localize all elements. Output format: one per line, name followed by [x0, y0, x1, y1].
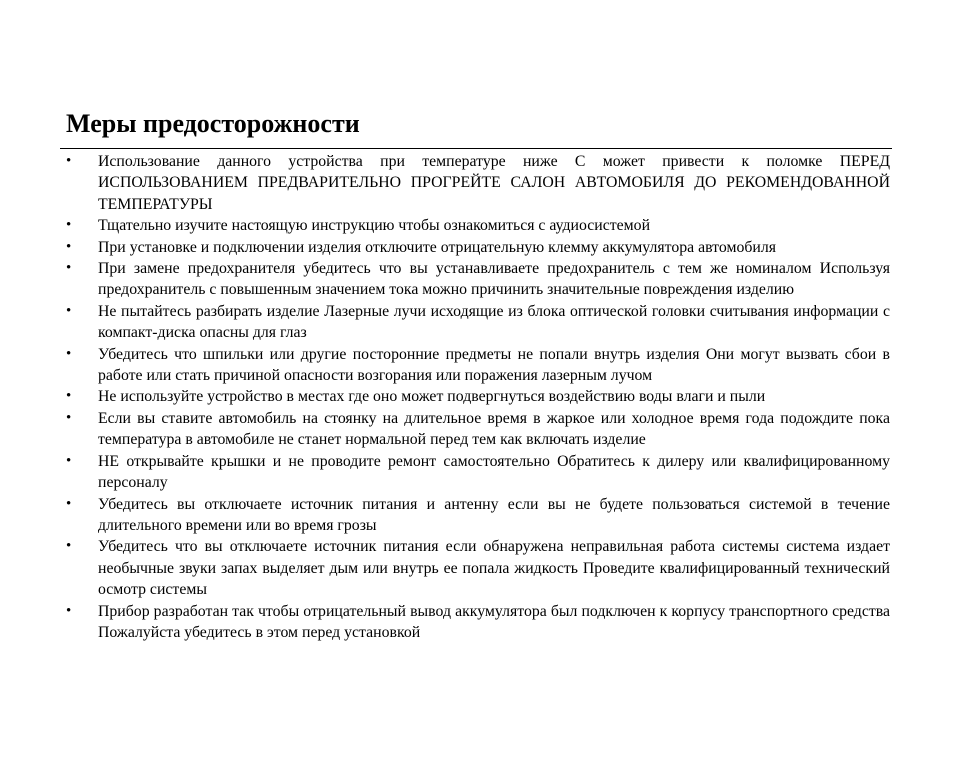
page-title: Меры предосторожности	[66, 109, 360, 138]
list-item	[60, 536, 890, 600]
list-item-text: Использование данного устройства при температуре ниже С может привести к поломке ПЕРЕД ИСПОЛЬЗОВАНИЕМ ПРЕДВАРИТЕЛЬНО ПРОГРЕЙТЕ САЛОН АВТОМОБИЛЯ ДО РЕКОМЕНДОВАННОЙ ТЕМПЕРАТУРЫ	[98, 153, 890, 213]
list-item	[60, 151, 890, 215]
bullet-icon: •	[66, 495, 72, 512]
list-item	[60, 215, 890, 236]
bullet-icon: •	[66, 238, 72, 255]
bullet-icon: •	[66, 602, 72, 619]
bullet-icon: •	[66, 388, 72, 405]
bullet-icon: •	[66, 153, 72, 169]
bullet-icon: •	[66, 409, 72, 426]
list-item-text: НЕ открывайте крышки и не проводите ремонт самостоятельно Обратитесь к дилеру или квалифицированному персоналу	[98, 452, 890, 492]
list-item	[60, 494, 890, 537]
list-item	[60, 451, 890, 494]
list-item-text: Не используйте устройство в местах где оно может подвергнуться воздействию воды влаги и пыли	[98, 388, 766, 406]
list-item-text: Не пытайтесь разбирать изделие Лазерные лучи исходящие из блока оптической головки считывания информации с компакт-диска опасны для глаз	[98, 302, 890, 342]
list-item-text: Тщательно изучите настоящую инструкцию чтобы ознакомиться с аудиосистемой	[98, 217, 651, 235]
list-item	[60, 258, 890, 301]
list-item	[60, 237, 890, 258]
bullet-icon: •	[66, 217, 72, 234]
list-item-text: Убедитесь что вы отключаете источник питания если обнаружена неправильная работа системы система издает необычные звуки запах выделяет дым или внутрь ее попала жидкость Проведите квалифицированный технический осмотр системы	[98, 538, 890, 599]
bullet-icon: •	[66, 538, 72, 555]
list-item	[60, 408, 890, 451]
list-item-text: Прибор разработан так чтобы отрицательный вывод аккумулятора был подключен к корпусу транспортного средства Пожалуйста убедитесь в этом перед установкой	[98, 602, 890, 641]
list-item	[60, 386, 890, 407]
bullet-icon: •	[66, 302, 72, 319]
list-item-text: Если вы ставите автомобиль на стоянку на длительное время в жаркое или холодное время года подождите пока температура в автомобиле не станет нормальной перед тем как включать изделие	[98, 409, 890, 449]
list-item-text: Убедитесь что шпильки или другие посторонние предметы не попали внутрь изделия Они могут вызвать сбои в работе или стать причиной опасности возгорания или поражения лазерным лучом	[98, 345, 890, 385]
list-item-text: Убедитесь вы отключаете источник питания и антенну если вы не будете пользоваться системой в течение длительного времени или во время грозы	[98, 495, 890, 534]
bullet-icon: •	[66, 260, 72, 277]
list-item	[60, 301, 890, 344]
list-item	[60, 601, 890, 644]
title-divider	[60, 148, 892, 149]
list-item	[60, 344, 890, 387]
bullet-icon: •	[66, 345, 72, 362]
precautions-list	[60, 151, 890, 643]
list-item-text: При установке и подключении изделия отключите отрицательную клемму аккумулятора автомобиля	[98, 238, 777, 256]
bullet-icon: •	[66, 452, 72, 469]
list-item-text: При замене предохранителя убедитесь что вы устанавливаете предохранитель с тем же номиналом Используя предохранитель с повышенным значением тока можно причинить значительные повреждения изделию	[98, 260, 890, 299]
